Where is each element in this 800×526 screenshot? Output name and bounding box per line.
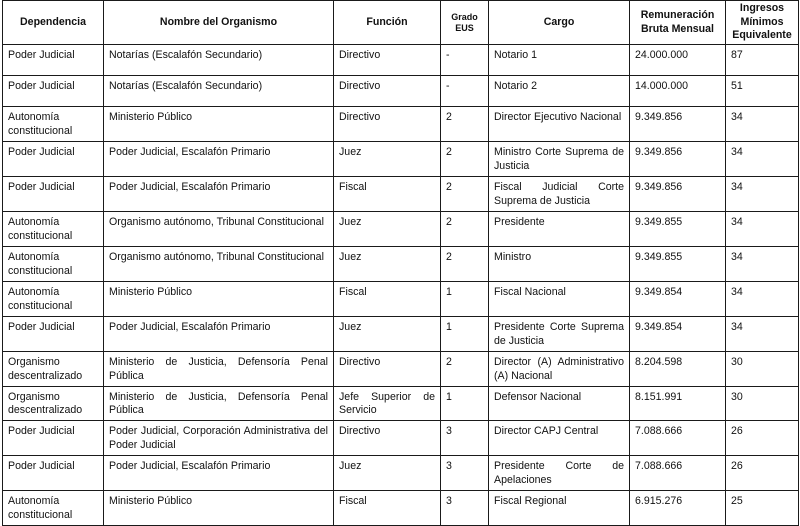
cell-dependencia: Organismo descentralizado [3,351,104,386]
cell-grado: 1 [441,316,489,351]
cell-remuneracion: 9.349.855 [630,246,726,281]
table-body [3,45,799,526]
header-ingresos: Ingresos Mínimos Equivalente [726,1,799,45]
cell-remuneracion: 14.000.000 [630,76,726,107]
cell-cargo: Ministro [489,246,630,281]
cell-cargo: Ministro Corte Suprema de Justicia [489,141,630,176]
cell-cargo: Director CAPJ Central [489,421,630,456]
cell-funcion: Jefe Superior de Servicio [334,386,441,421]
cell-funcion: Juez [334,456,441,491]
cell-funcion: Fiscal [334,281,441,316]
cell-funcion: Juez [334,316,441,351]
cell-remuneracion: 7.088.666 [630,456,726,491]
cell-remuneracion: 8.204.598 [630,351,726,386]
cell-grado: - [441,76,489,107]
cell-funcion: Juez [334,211,441,246]
cell-ingresos: 26 [726,456,799,491]
cell-dependencia: Autonomía constitucional [3,107,104,142]
cell-cargo: Presidente Corte de Apelaciones [489,456,630,491]
cell-funcion: Directivo [334,351,441,386]
cell-funcion: Fiscal [334,176,441,211]
cell-organismo: Organismo autónomo, Tribunal Constitucional [104,246,334,281]
cell-grado: 2 [441,141,489,176]
header-remuneracion: Remuneración Bruta Mensual [630,1,726,45]
cell-remuneracion: 9.349.856 [630,107,726,142]
cell-grado: 1 [441,281,489,316]
cell-dependencia: Poder Judicial [3,176,104,211]
cell-cargo: Presidente [489,211,630,246]
cell-grado: 2 [441,107,489,142]
cell-dependencia: Autonomía constitucional [3,491,104,526]
table-row [3,386,799,421]
cell-ingresos: 34 [726,211,799,246]
cell-cargo: Director (A) Administrativo (A) Nacional [489,351,630,386]
cell-dependencia: Autonomía constitucional [3,281,104,316]
cell-grado: 1 [441,386,489,421]
header-dependencia: Dependencia [3,1,104,45]
cell-organismo: Organismo autónomo, Tribunal Constitucional [104,211,334,246]
cell-grado: 2 [441,351,489,386]
cell-organismo: Poder Judicial, Corporación Administrativa del Poder Judicial [104,421,334,456]
table-row [3,141,799,176]
cell-grado: 3 [441,456,489,491]
cell-funcion: Juez [334,141,441,176]
cell-organismo: Ministerio Público [104,107,334,142]
cell-dependencia: Poder Judicial [3,76,104,107]
cell-ingresos: 34 [726,141,799,176]
cell-organismo: Ministerio Público [104,491,334,526]
cell-dependencia: Poder Judicial [3,45,104,76]
cell-ingresos: 34 [726,281,799,316]
cell-remuneracion: 7.088.666 [630,421,726,456]
cell-funcion: Directivo [334,421,441,456]
cell-funcion: Directivo [334,76,441,107]
table-row [3,456,799,491]
cell-ingresos: 34 [726,107,799,142]
table-row [3,316,799,351]
cell-dependencia: Autonomía constitucional [3,211,104,246]
table-row [3,107,799,142]
cell-grado: 2 [441,211,489,246]
cell-ingresos: 25 [726,491,799,526]
cell-cargo: Defensor Nacional [489,386,630,421]
cell-dependencia: Organismo descentralizado [3,386,104,421]
table-row [3,351,799,386]
table-row [3,281,799,316]
cell-ingresos: 34 [726,246,799,281]
cell-organismo: Notarías (Escalafón Secundario) [104,45,334,76]
header-funcion: Función [334,1,441,45]
cell-cargo: Notario 1 [489,45,630,76]
cell-funcion: Directivo [334,45,441,76]
cell-remuneracion: 6.915.276 [630,491,726,526]
table-row [3,176,799,211]
cell-dependencia: Autonomía constitucional [3,246,104,281]
cell-cargo: Fiscal Regional [489,491,630,526]
salary-table [2,0,799,526]
cell-organismo: Ministerio de Justicia, Defensoría Penal Pública [104,351,334,386]
cell-funcion: Directivo [334,107,441,142]
cell-organismo: Poder Judicial, Escalafón Primario [104,316,334,351]
header-row [3,1,799,45]
table-row [3,421,799,456]
table-row [3,45,799,76]
cell-organismo: Notarías (Escalafón Secundario) [104,76,334,107]
cell-remuneracion: 8.151.991 [630,386,726,421]
cell-ingresos: 34 [726,316,799,351]
cell-remuneracion: 9.349.855 [630,211,726,246]
cell-remuneracion: 24.000.000 [630,45,726,76]
cell-cargo: Fiscal Nacional [489,281,630,316]
cell-remuneracion: 9.349.856 [630,141,726,176]
cell-dependencia: Poder Judicial [3,141,104,176]
table-row [3,246,799,281]
cell-cargo: Fiscal Judicial Corte Suprema de Justicia [489,176,630,211]
cell-organismo: Ministerio Público [104,281,334,316]
table-row [3,211,799,246]
cell-cargo: Director Ejecutivo Nacional [489,107,630,142]
table-row [3,491,799,526]
header-grado: Grado EUS [441,1,489,45]
cell-ingresos: 30 [726,386,799,421]
cell-organismo: Ministerio de Justicia, Defensoría Penal Pública [104,386,334,421]
cell-remuneracion: 9.349.854 [630,281,726,316]
cell-dependencia: Poder Judicial [3,421,104,456]
cell-grado: 3 [441,421,489,456]
cell-dependencia: Poder Judicial [3,316,104,351]
cell-ingresos: 26 [726,421,799,456]
cell-organismo: Poder Judicial, Escalafón Primario [104,141,334,176]
cell-dependencia: Poder Judicial [3,456,104,491]
cell-grado: 2 [441,176,489,211]
cell-remuneracion: 9.349.856 [630,176,726,211]
header-organismo: Nombre del Organismo [104,1,334,45]
cell-ingresos: 30 [726,351,799,386]
header-cargo: Cargo [489,1,630,45]
cell-ingresos: 51 [726,76,799,107]
cell-remuneracion: 9.349.854 [630,316,726,351]
cell-grado: 3 [441,491,489,526]
cell-funcion: Juez [334,246,441,281]
cell-grado: - [441,45,489,76]
cell-cargo: Presidente Corte Suprema de Justicia [489,316,630,351]
table-row [3,76,799,107]
cell-organismo: Poder Judicial, Escalafón Primario [104,176,334,211]
cell-organismo: Poder Judicial, Escalafón Primario [104,456,334,491]
cell-cargo: Notario 2 [489,76,630,107]
cell-grado: 2 [441,246,489,281]
cell-ingresos: 87 [726,45,799,76]
cell-funcion: Fiscal [334,491,441,526]
cell-ingresos: 34 [726,176,799,211]
